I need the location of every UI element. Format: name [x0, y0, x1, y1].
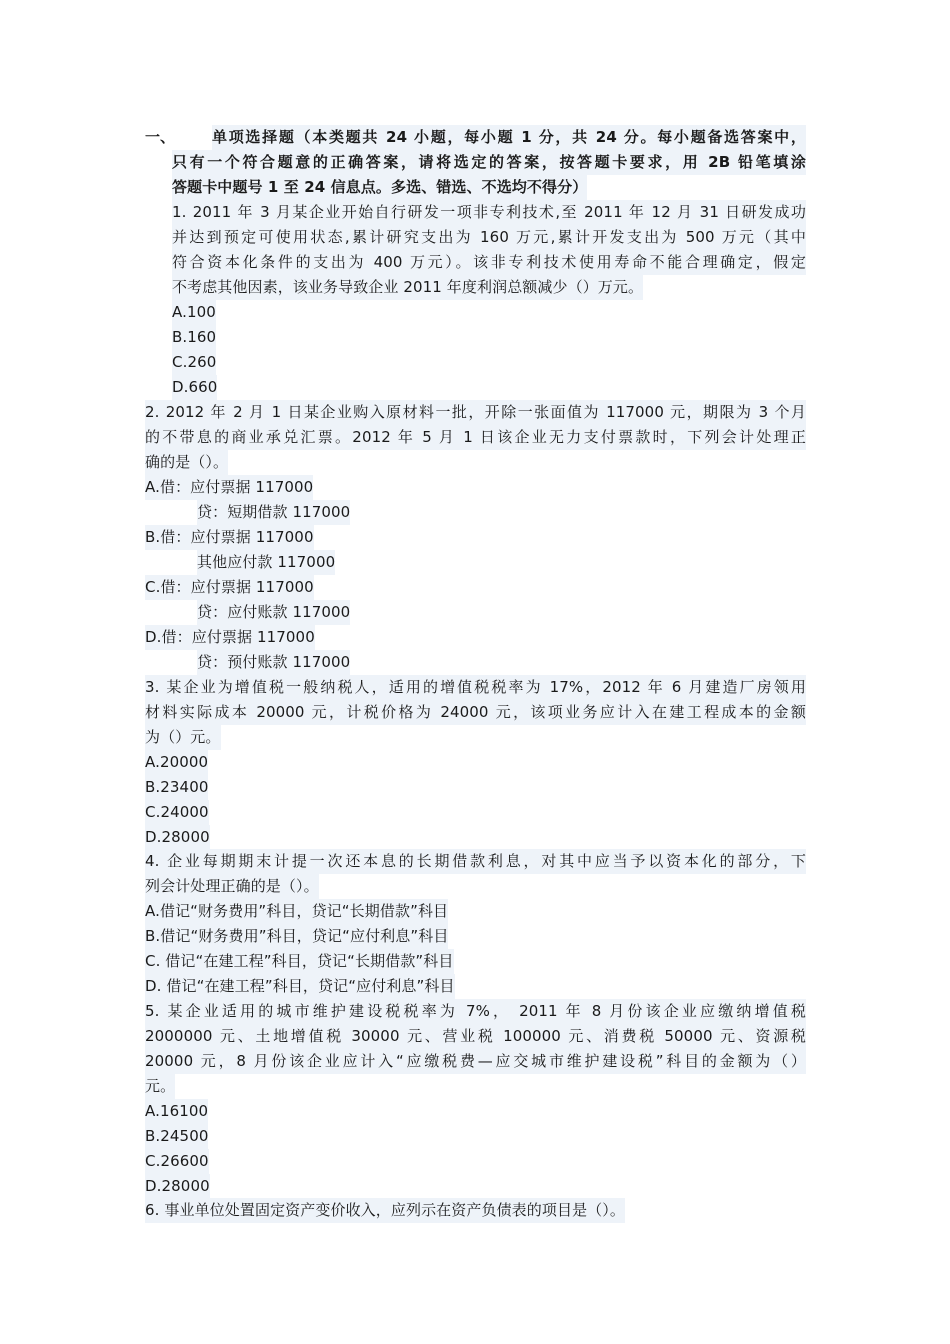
q2-text-line-2: 的不带息的商业承兑汇票。2012 年 5 月 1 日该企业无力支付票款时，下列会计处理正 [145, 425, 806, 450]
q1-option-c: C.260 [172, 350, 216, 375]
section-heading-line-2: 只有一个符合题意的正确答案，请将选定的答案，按答题卡要求，用 2B 铅笔填涂 [172, 150, 806, 175]
q3-text-line-1: 3. 某企业为增值税一般纳税人，适用的增值税税率为 17%，2012 年 6 月建造厂房领用 [145, 675, 806, 700]
q1-text-line-2: 并达到预定可使用状态,累计研究支出为 160 万元,累计开发支出为 500 万元（其中 [172, 225, 806, 250]
q5-option-d: D.28000 [145, 1174, 210, 1199]
q5-text-line-2: 2000000 元、土地增值税 30000 元、营业税 100000 元、消费税 50000 元、资源税 [145, 1024, 806, 1049]
q3-option-c: C.24000 [145, 800, 209, 825]
q3-text-line-2: 材料实际成本 20000 元，计税价格为 24000 元，该项业务应计入在建工程成本的金额 [145, 700, 806, 725]
q1-option-b: B.160 [172, 325, 216, 350]
q4-option-d: D. 借记“在建工程”科目，贷记“应付利息”科目 [145, 974, 455, 999]
section-heading-line-1: 单项选择题（本类题共 24 小题，每小题 1 分，共 24 分。每小题备选答案中， [212, 125, 806, 150]
q2-text-line-3: 确的是（）。 [145, 450, 228, 475]
q1-text-line-1: 1. 2011 年 3 月某企业开始自行研发一项非专利技术,至 2011 年 12 月 31 日研发成功 [172, 200, 806, 225]
q5-text-line-4: 元。 [145, 1074, 175, 1099]
q3-option-b: B.23400 [145, 775, 208, 800]
q2-option-b-debit: B.借：应付票据 117000 [145, 525, 314, 550]
q2-option-b-credit: 其他应付款 117000 [197, 550, 335, 575]
q2-option-c-debit: C.借：应付票据 117000 [145, 575, 314, 600]
q6-text-line-1: 6. 事业单位处置固定资产变价收入，应列示在资产负债表的项目是（）。 [145, 1198, 625, 1223]
q5-text-line-3: 20000 元，8 月份该企业应计入“应缴税费—应交城市维护建设税”科目的金额为（） [145, 1049, 806, 1074]
q1-option-d: D.660 [172, 375, 217, 400]
q4-text-line-2: 列会计处理正确的是（）。 [145, 874, 319, 899]
q5-text-line-1: 5. 某企业适用的城市维护建设税税率为 7%， 2011 年 8 月份该企业应缴纳增值税 [145, 999, 806, 1024]
q5-option-c: C.26600 [145, 1149, 209, 1174]
q2-option-d-credit: 贷：预付账款 117000 [197, 650, 350, 675]
q5-option-b: B.24500 [145, 1124, 208, 1149]
q4-text-line-1: 4. 企业每期期末计提一次还本息的长期借款利息，对其中应当予以资本化的部分，下 [145, 849, 806, 874]
q1-text-line-4: 不考虑其他因素，该业务导致企业 2011 年度利润总额减少（）万元。 [172, 275, 643, 300]
section-number: 一、 [145, 128, 176, 146]
q3-option-d: D.28000 [145, 825, 210, 850]
q4-option-c: C. 借记“在建工程”科目，贷记“长期借款”科目 [145, 949, 454, 974]
section-heading-line-3: 答题卡中题号 1 至 24 信息点。多选、错选、不选均不得分） [172, 175, 587, 200]
q4-option-a: A.借记“财务费用”科目，贷记“长期借款”科目 [145, 899, 448, 924]
q2-option-c-credit: 贷：应付账款 117000 [197, 600, 350, 625]
q2-text-line-1: 2. 2012 年 2 月 1 日某企业购入原材料一批，开除一张面值为 117000 元，期限为 3 个月 [145, 400, 806, 425]
q2-option-a-debit: A.借：应付票据 117000 [145, 475, 313, 500]
q2-option-d-debit: D.借：应付票据 117000 [145, 625, 315, 650]
q2-option-a-credit: 贷：短期借款 117000 [197, 500, 350, 525]
q5-option-a: A.16100 [145, 1099, 208, 1124]
q4-option-b: B.借记“财务费用”科目，贷记“应付利息”科目 [145, 924, 448, 949]
q3-text-line-3: 为（）元。 [145, 725, 221, 750]
q3-option-a: A.20000 [145, 750, 208, 775]
q1-text-line-3: 符合资本化条件的支出为 400 万元）。该非专利技术使用寿命不能合理确定，假定 [172, 250, 806, 275]
q1-option-a: A.100 [172, 300, 216, 325]
